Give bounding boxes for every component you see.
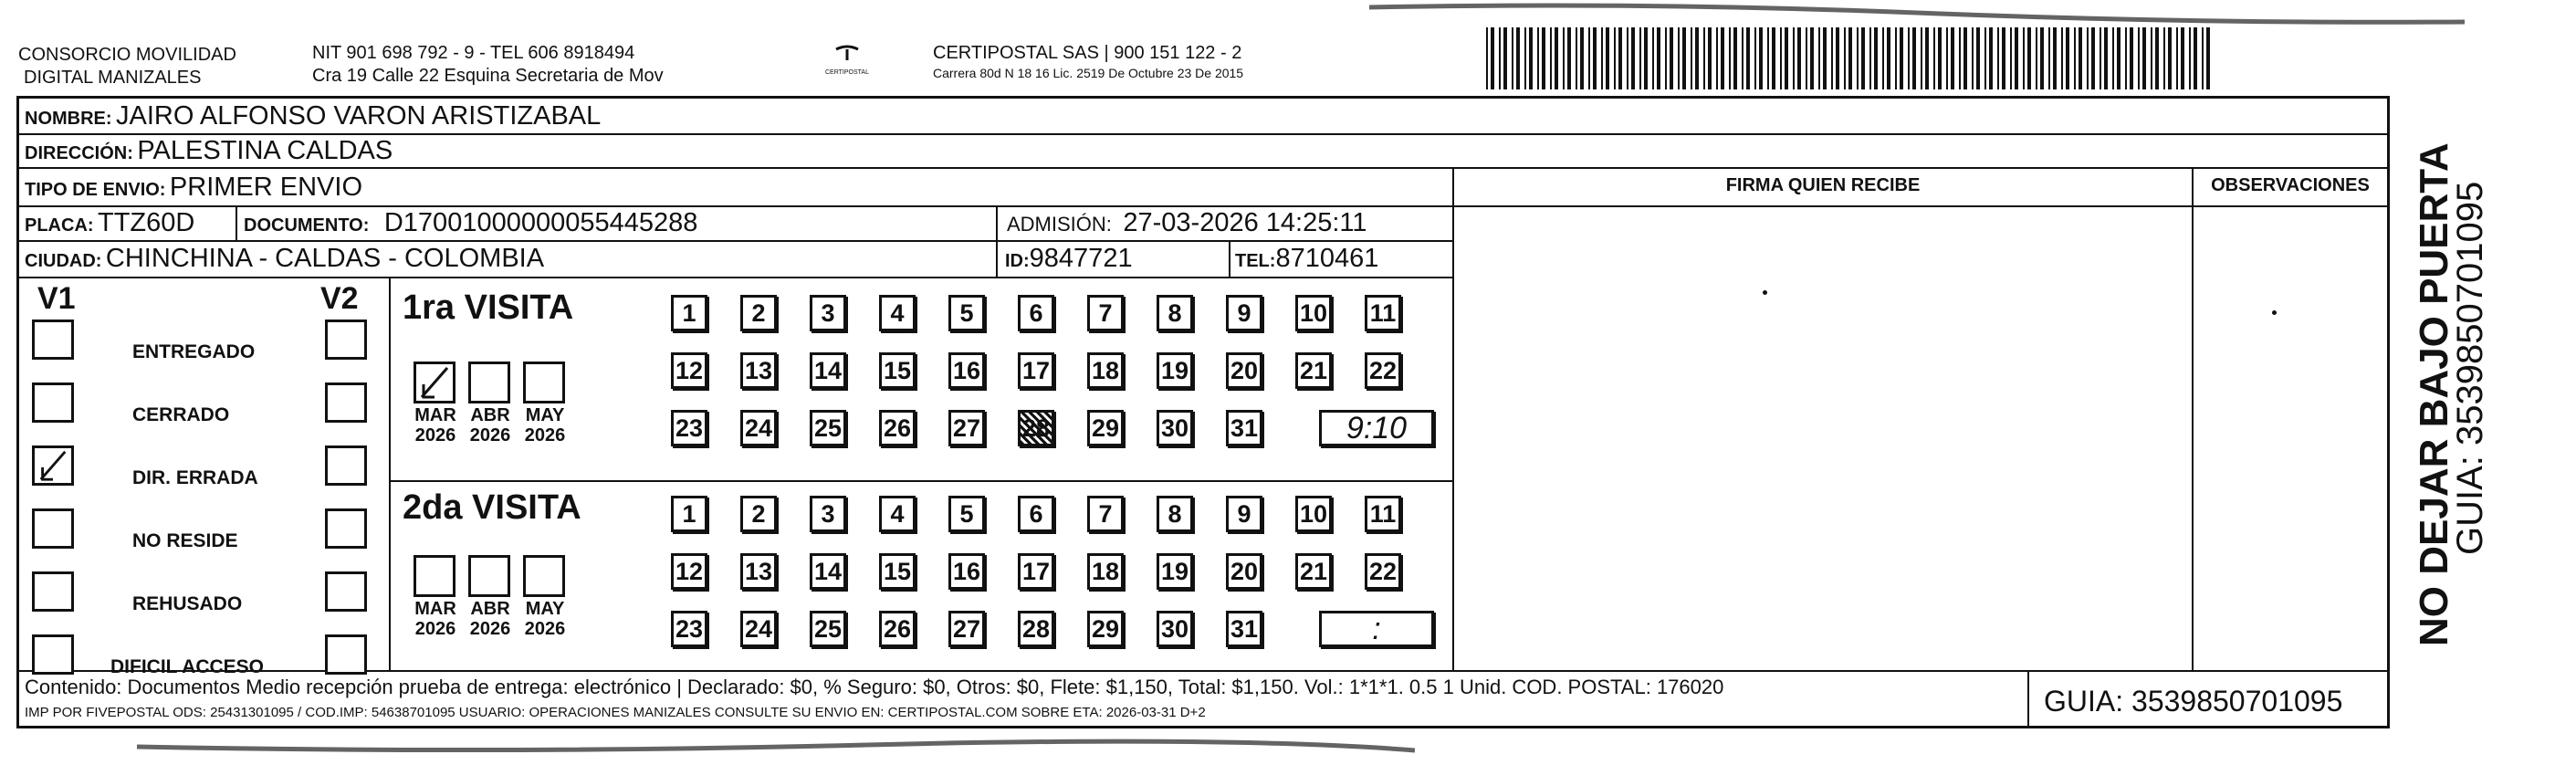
day-box[interactable]: 13 (740, 553, 777, 590)
day-box[interactable]: 21 (1295, 553, 1332, 590)
visit1-title: 1ra VISITA (403, 288, 574, 327)
divider (19, 670, 2387, 672)
ciudad-row (25, 245, 544, 277)
time-box[interactable]: 9:10 (1319, 410, 1434, 446)
day-box[interactable]: 6 (1018, 496, 1054, 532)
address-line: Cra 19 Calle 22 Esquina Secretaria de Mov (312, 66, 664, 86)
tipo-row (25, 173, 362, 205)
nombre-value: JAIRO ALFONSO VARON ARISTIZABAL (116, 101, 602, 131)
ciudad-value: CHINCHINA - CALDAS - COLOMBIA (105, 244, 545, 273)
checkmark-icon (35, 448, 71, 483)
status-checkbox-v2[interactable] (325, 571, 367, 612)
day-box[interactable]: 3 (810, 496, 846, 532)
day-box[interactable]: 19 (1157, 553, 1193, 590)
divider (389, 480, 1452, 482)
day-box[interactable]: 26 (879, 611, 916, 647)
status-checkbox-v1[interactable] (32, 508, 74, 549)
nombre-label: NOMBRE: (25, 109, 112, 129)
side-warning: NO DEJAR BAJO PUERTA (2412, 142, 2456, 646)
day-box[interactable]: 1 (671, 496, 707, 532)
firma-header: FIRMA QUIEN RECIBE (1725, 175, 1921, 195)
status-checkbox-v1[interactable] (32, 445, 74, 486)
day-box[interactable]: 31 (1226, 410, 1262, 446)
day-box[interactable]: 7 (1087, 295, 1124, 331)
day-box[interactable]: 8 (1157, 496, 1193, 532)
courier-line1: CERTIPOSTAL SAS | 900 151 122 - 2 (933, 43, 1242, 63)
ciudad-label: CIUDAD: (25, 251, 102, 271)
tel-value: 8710461 (1275, 244, 1379, 273)
courier-info (933, 42, 1243, 81)
day-box[interactable]: 29 (1087, 611, 1124, 647)
month-label (463, 599, 518, 639)
month-year: 2026 (524, 619, 566, 639)
status-label: REHUSADO (132, 593, 243, 614)
day-box[interactable]: 11 (1365, 496, 1401, 532)
courier-line2: Carrera 80d N 18 16 Lic. 2519 De Octubre 23 De 2015 (933, 66, 1244, 80)
day-box[interactable]: 16 (948, 352, 985, 389)
day-box[interactable]: 17 (1018, 352, 1054, 389)
status-label: CERRADO (132, 404, 230, 425)
direccion-value: PALESTINA CALDAS (137, 136, 393, 165)
divider (1229, 240, 1230, 277)
day-box[interactable]: 11 (1365, 295, 1401, 331)
side-guia: GUIA: 3539850701095 (2450, 181, 2490, 555)
month-label (463, 405, 518, 445)
month-checkbox[interactable] (523, 362, 565, 403)
delivery-form (16, 96, 2390, 728)
v1-label: V1 (37, 281, 76, 316)
day-box[interactable]: 27 (948, 611, 985, 647)
status-label: NO RESIDE (132, 530, 238, 551)
company-name (18, 44, 236, 89)
nombre-row (25, 102, 601, 134)
day-box[interactable]: 9 (1226, 295, 1262, 331)
day-box[interactable]: 24 (740, 410, 777, 446)
status-checkbox-v1[interactable] (32, 634, 74, 675)
day-box[interactable]: 27 (948, 410, 985, 446)
logo-icon (831, 44, 864, 64)
scan-speck (2272, 310, 2277, 315)
admision-label: ADMISIÓN: (1007, 213, 1112, 236)
day-box[interactable]: 4 (879, 295, 916, 331)
month-checkbox[interactable] (414, 362, 456, 403)
month-checkbox[interactable] (468, 362, 510, 403)
footer-content: Contenido: Documentos Medio recepción prueba de entrega: electrónico | Declarado: $0, % Seguro: $0, Otros: $0, Flete: $1,150, Total: $1,150. Vol.: 1*1*1. 0.5 1 Unid. COD. POSTAL: 176020 (25, 676, 1724, 698)
v2-label: V2 (320, 281, 359, 316)
day-box[interactable]: 18 (1087, 553, 1124, 590)
divider (19, 205, 2387, 207)
day-box[interactable]: 7 (1087, 496, 1124, 532)
divider (1452, 167, 1454, 670)
month-year: 2026 (469, 425, 511, 445)
status-checkbox-v2[interactable] (325, 320, 367, 360)
day-box[interactable]: 23 (671, 611, 707, 647)
divider (236, 205, 237, 242)
day-box[interactable]: 25 (810, 611, 846, 647)
day-box[interactable]: 18 (1087, 352, 1124, 389)
month-name: MAY (525, 405, 565, 425)
day-box[interactable]: 5 (948, 295, 985, 331)
day-box[interactable]: 2 (740, 295, 777, 331)
day-box[interactable]: 12 (671, 352, 707, 389)
nit-line: NIT 901 698 792 - 9 - TEL 606 8918494 (312, 43, 635, 63)
month-checkbox[interactable] (523, 555, 565, 597)
tel-row (1235, 245, 1378, 277)
day-box[interactable]: 19 (1157, 352, 1193, 389)
status-checkbox-v2[interactable] (325, 508, 367, 549)
time-box[interactable]: : (1319, 611, 1434, 647)
logo-text: CERTIPOSTAL (825, 69, 869, 76)
tipo-label: TIPO DE ENVIO: (25, 180, 166, 200)
month-name: ABR (470, 405, 510, 425)
month-name: MAR (414, 599, 456, 619)
day-box[interactable]: 14 (810, 352, 846, 389)
day-box[interactable]: 24 (740, 611, 777, 647)
documento-row (244, 209, 697, 241)
status-checkbox-v2[interactable] (325, 634, 367, 675)
month-checkbox[interactable] (468, 555, 510, 597)
documento-label: DOCUMENTO: (244, 215, 370, 236)
scan-artifact-bottom (137, 738, 1415, 763)
day-box[interactable]: 10 (1295, 295, 1332, 331)
month-year: 2026 (414, 619, 456, 639)
id-value: 9847721 (1029, 244, 1133, 273)
company-line2: DIGITAL MANIZALES (24, 68, 202, 88)
day-box[interactable]: 6 (1018, 295, 1054, 331)
day-box[interactable]: 13 (740, 352, 777, 389)
day-box[interactable]: 10 (1295, 496, 1332, 532)
scan-speck (1763, 290, 1767, 295)
day-box[interactable]: 30 (1157, 611, 1193, 647)
id-label: ID: (1005, 251, 1030, 271)
day-box[interactable]: 3 (810, 295, 846, 331)
divider (19, 277, 1452, 278)
status-label: DIR. ERRADA (132, 467, 258, 488)
month-name: ABR (470, 599, 510, 619)
day-box[interactable]: 17 (1018, 553, 1054, 590)
divider (996, 205, 998, 277)
status-checkbox-v1[interactable] (32, 320, 74, 360)
day-box[interactable]: 15 (879, 553, 916, 590)
month-year: 2026 (414, 425, 456, 445)
month-name: MAR (414, 405, 456, 425)
day-box[interactable]: 15 (879, 352, 916, 389)
placa-label: PLACA: (25, 215, 94, 236)
status-checkbox-v1[interactable] (32, 382, 74, 423)
month-label (518, 599, 572, 639)
status-checkbox-v2[interactable] (325, 382, 367, 423)
footer-print-info: IMP POR FIVEPOSTAL ODS: 25431301095 / COD.IMP: 54638701095 USUARIO: OPERACIONES MANIZALES CONSULTE SU ENVIO EN: CERTIPOSTAL.COM SOBRE ETA: 2026-03-31 D+2 (25, 705, 1206, 720)
day-box[interactable]: 4 (879, 496, 916, 532)
direccion-row (25, 137, 393, 169)
day-box[interactable]: 2 (740, 496, 777, 532)
placa-value: TTZ60D (98, 208, 195, 237)
footer-guia: GUIA: 3539850701095 (2044, 685, 2343, 718)
status-label: ENTREGADO (132, 341, 256, 362)
month-year: 2026 (524, 425, 566, 445)
month-name: MAY (525, 599, 565, 619)
day-box[interactable]: 28 (1018, 611, 1054, 647)
day-box[interactable]: 22 (1365, 553, 1401, 590)
month-label (518, 405, 572, 445)
tel-label: TEL: (1235, 251, 1276, 271)
day-box[interactable]: 9 (1226, 496, 1262, 532)
day-box[interactable]: 14 (810, 553, 846, 590)
direccion-label: DIRECCIÓN: (25, 143, 133, 163)
placa-row (25, 209, 194, 241)
month-label (408, 405, 463, 445)
status-checkbox-v1[interactable] (32, 571, 74, 612)
admision-value: 27-03-2026 14:25:11 (1123, 208, 1367, 237)
month-checkbox[interactable] (414, 555, 456, 597)
day-box[interactable]: 8 (1157, 295, 1193, 331)
day-box[interactable]: 16 (948, 553, 985, 590)
day-box[interactable]: 20 (1226, 553, 1262, 590)
barcode-bars (1486, 27, 2216, 89)
divider (2027, 670, 2029, 728)
day-box[interactable]: 28 (1018, 410, 1054, 446)
divider (2192, 167, 2194, 670)
documento-value: D17001000000055445288 (383, 208, 698, 237)
barcode (1486, 27, 2216, 89)
day-box[interactable]: 26 (879, 410, 916, 446)
visit2-title: 2da VISITA (403, 488, 581, 527)
day-box[interactable]: 21 (1295, 352, 1332, 389)
day-box[interactable]: 29 (1087, 410, 1124, 446)
company-nit (312, 42, 664, 88)
day-box[interactable]: 23 (671, 410, 707, 446)
day-box[interactable]: 30 (1157, 410, 1193, 446)
divider (389, 277, 391, 670)
day-box[interactable]: 25 (810, 410, 846, 446)
day-box[interactable]: 1 (671, 295, 707, 331)
month-year: 2026 (469, 619, 511, 639)
status-checkbox-v2[interactable] (325, 445, 367, 486)
day-box[interactable]: 31 (1226, 611, 1262, 647)
company-line1: CONSORCIO MOVILIDAD (18, 45, 236, 65)
day-box[interactable]: 12 (671, 553, 707, 590)
scan-artifact-top (1369, 0, 2465, 27)
month-label (408, 599, 463, 639)
checkmark-icon (416, 364, 453, 401)
day-box[interactable]: 5 (948, 496, 985, 532)
tipo-value: PRIMER ENVIO (169, 173, 363, 202)
certipostal-logo (811, 44, 884, 86)
id-row (1005, 245, 1133, 277)
day-box[interactable]: 22 (1365, 352, 1401, 389)
status-label: DIFICIL ACCESO (110, 656, 265, 677)
day-box[interactable]: 20 (1226, 352, 1262, 389)
admision-row (1007, 209, 1367, 241)
observaciones-header: OBSERVACIONES (2211, 175, 2370, 195)
